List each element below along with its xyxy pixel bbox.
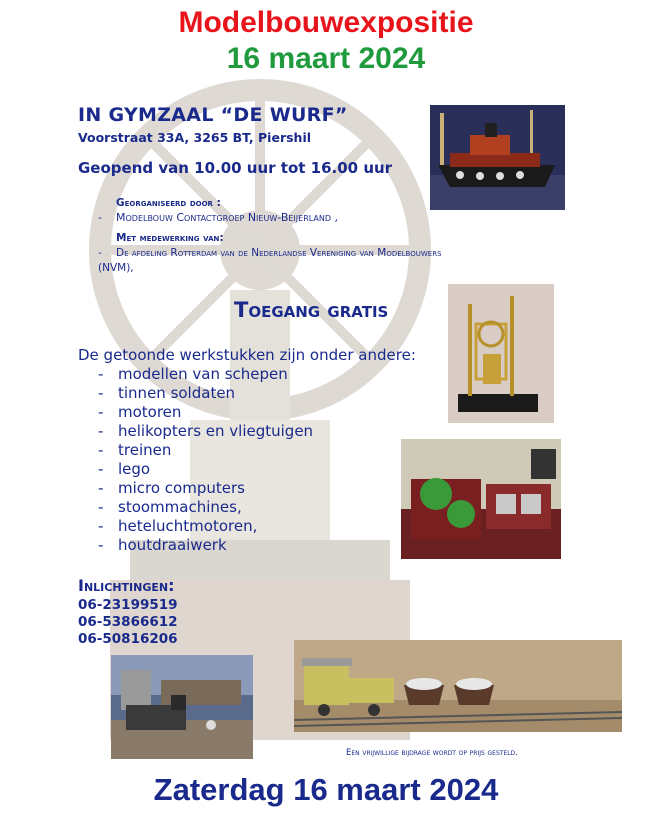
cooperation-text: De afdeling Rotterdam van de Nederlandse Vereniging van Modelbouwers (NVM), [98, 247, 442, 274]
organized-by-heading: Georganiseerd door : [116, 197, 221, 209]
venue-name: IN GYMZAAL “DE WURF” [78, 104, 348, 126]
brass-engine-photo [448, 284, 554, 423]
list-item: - tinnen soldaten [98, 384, 236, 402]
list-item: - treinen [98, 441, 172, 459]
phone-numbers [78, 597, 178, 648]
list-item: - micro computers [98, 479, 245, 497]
phone-number: 06-23199519 [78, 597, 178, 613]
exhibition-title: Modelbouwexpositie [178, 6, 474, 39]
list-item: - modellen van schepen [98, 365, 288, 383]
list-item: - heteluchtmotoren, [98, 517, 258, 535]
train-model-photo [294, 640, 622, 732]
exhibits-list [98, 365, 313, 555]
phone-number: 06-50816206 [78, 631, 178, 647]
motors-photo [401, 439, 561, 559]
footer-date: Zaterdag 16 maart 2024 [153, 772, 499, 807]
contribution-note: Een vrijwillige bijdrage wordt op prijs gesteld. [346, 748, 518, 758]
organizer-name: Modelbouw Contactgroep Nieuw-Beijerland , [116, 211, 338, 224]
list-item: - lego [98, 460, 151, 478]
list-item: - houtdraaiwerk [98, 536, 227, 554]
venue-address: Voorstraat 33A, 3265 BT, Piershil [78, 130, 312, 145]
cooperation-item: - De afdeling Rotterdam van de Nederlandse Vereniging van Modelbouwers (NVM), [98, 247, 442, 274]
admission-free: Toegang gratis [234, 298, 389, 322]
list-item: - motoren [98, 403, 182, 421]
list-item: - stoommachines, [98, 498, 242, 516]
opening-hours: Geopend van 10.00 uur tot 16.00 uur [78, 159, 393, 177]
organizer-item: - Modelbouw Contactgroep Nieuw-Beijerland , [98, 211, 338, 224]
cooperation-heading: Met medewerking van: [116, 232, 224, 244]
exhibits-intro: De getoonde werkstukken zijn onder andere: [78, 346, 416, 364]
locomotive-diorama-photo [111, 655, 253, 759]
tugboat-photo [430, 105, 565, 210]
list-item: - helikopters en vliegtuigen [98, 422, 314, 440]
exhibition-date: 16 maart 2024 [226, 42, 426, 75]
info-heading: Inlichtingen: [78, 576, 175, 595]
phone-number: 06-53866612 [78, 614, 178, 630]
